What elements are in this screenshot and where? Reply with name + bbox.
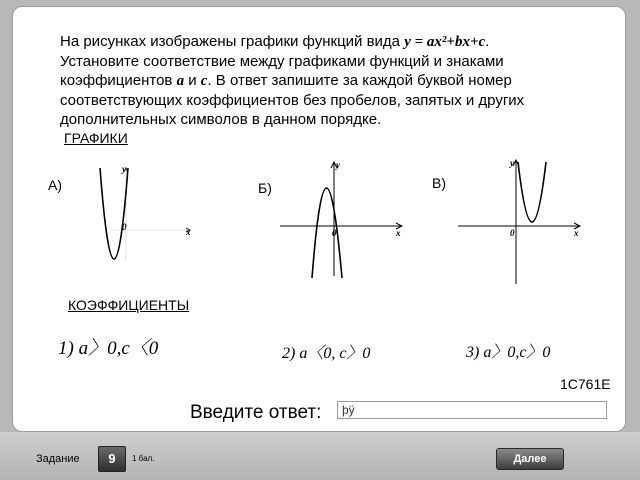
graph-c (454, 156, 584, 286)
graphs-title: ГРАФИКИ (64, 130, 128, 146)
graph-a (90, 160, 200, 270)
coefficient-option-2: 2) a〈0, c〉0 (282, 345, 371, 362)
graph-c-y-label: y (510, 158, 514, 168)
graph-b (276, 158, 406, 280)
task-code: 1C761E (560, 376, 611, 392)
task-label: Задание (36, 453, 80, 465)
question-text (60, 32, 560, 129)
coefficients-title: КОЭФФИЦИЕНТЫ (68, 297, 190, 313)
graph-c-label: В) (432, 175, 446, 191)
question-formula: y = ax²+bx+c (404, 34, 486, 50)
coefficient-option-3: 3) a〉0,c〉0 (466, 344, 551, 361)
graph-a-label: А) (48, 177, 62, 193)
answer-label: Введите ответ: (190, 402, 322, 423)
question-and: и (184, 72, 201, 89)
graph-a-y-label: y (122, 164, 126, 174)
graph-c-x-label: x (574, 228, 579, 238)
next-button[interactable]: Далее (496, 448, 564, 470)
task-points: 1 бал. (132, 454, 155, 463)
graph-a-origin: 0 (122, 222, 127, 232)
coef-a-symbol: a (176, 73, 185, 89)
question-part1: На рисунках изображены графики функций вида (60, 33, 405, 50)
question-part2: . Установите соответствие между графиками функций и знаками коэффициентов (60, 33, 504, 89)
graph-b-origin: 0 (332, 228, 337, 238)
graph-b-x-label: x (396, 228, 401, 238)
graph-c-origin: 0 (510, 228, 515, 238)
question-part3: . В ответ запишите за каждой буквой номер соответствующих коэффициентов без пробелов, запятых и других дополнительных символов в данном порядке. (60, 72, 525, 128)
coefficient-option-1: 1) a〉0,c〈0 (58, 338, 159, 359)
graph-b-label: Б) (258, 180, 272, 196)
task-number-badge: 9 (98, 446, 126, 472)
coef-c-symbol: c (200, 73, 208, 89)
answer-input[interactable]: þÿ (337, 401, 607, 419)
graph-a-x-label: x (186, 227, 191, 237)
graph-b-y-label: y (336, 160, 340, 170)
